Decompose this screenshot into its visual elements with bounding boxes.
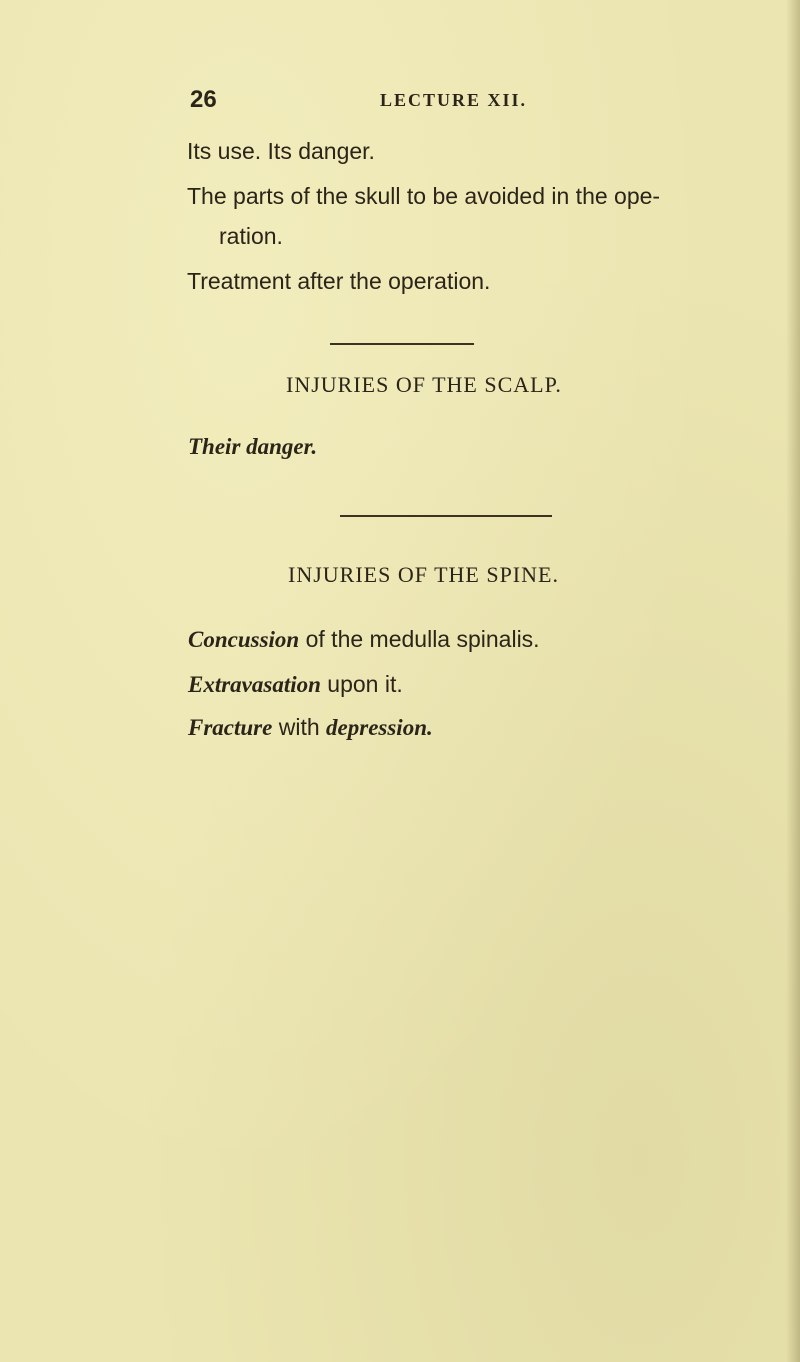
- running-head: LECTURE XII.: [380, 90, 528, 110]
- text-fracture-with: with: [272, 714, 327, 740]
- section-heading-spine: INJURIES OF THE SPINE.: [288, 562, 559, 587]
- term-depression: depression.: [326, 715, 433, 740]
- text-line-ration: ration.: [219, 223, 283, 249]
- page-number: 26: [190, 86, 217, 113]
- text-line-fracture: [188, 714, 433, 741]
- text-concussion-rest: of the medulla spinalis.: [299, 626, 540, 652]
- term-extravasation: Extravasation: [188, 672, 321, 697]
- page-edge-shadow: [786, 0, 800, 1362]
- section-divider-rule: [340, 515, 552, 517]
- text-line-their-danger: Their danger.: [188, 434, 318, 459]
- section-divider-rule: [330, 343, 474, 345]
- text-extravasation-rest: upon it.: [320, 671, 403, 697]
- text-line-parts-of-skull: The parts of the skull to be avoided in the ope-: [187, 183, 661, 209]
- term-fracture: Fracture: [188, 715, 273, 740]
- text-line-concussion: [188, 626, 540, 653]
- text-line-extravasation: [188, 671, 403, 698]
- text-line-its-use: Its use. Its danger.: [187, 138, 375, 164]
- term-concussion: Concussion: [188, 627, 300, 652]
- section-heading-scalp: INJURIES OF THE SCALP.: [286, 372, 562, 397]
- text-line-treatment: Treatment after the operation.: [187, 268, 491, 294]
